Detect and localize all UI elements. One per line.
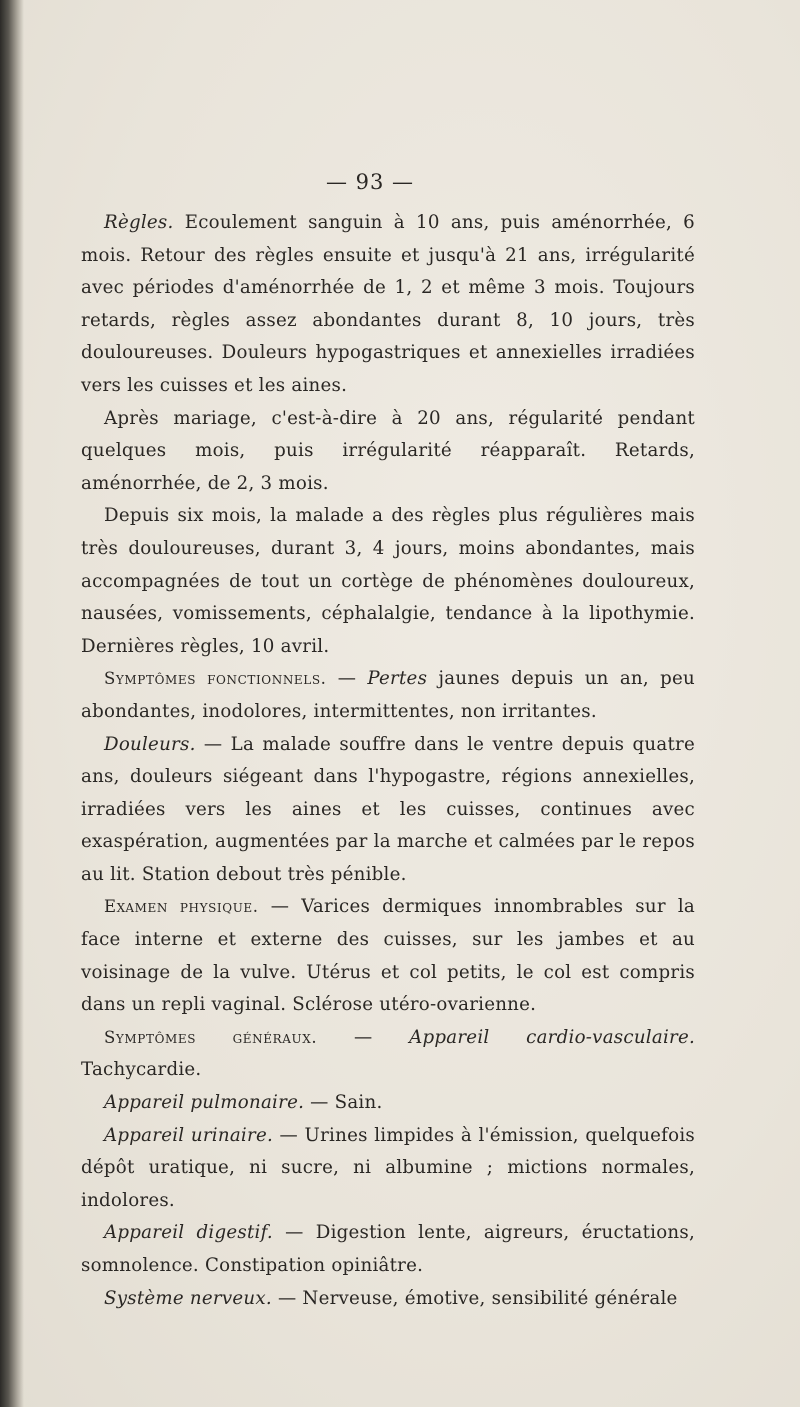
dash: — [317,1026,410,1048]
paragraph-symptomes-generaux [81,1022,695,1087]
page-number: — 93 — [325,170,415,194]
paragraph-systeme-nerveux [81,1283,695,1316]
paragraph-lead: Système nerveux. [104,1287,272,1309]
paragraph-text: Tachycardie. [81,1059,202,1081]
paragraph-lead: Appareil digestif. [104,1222,273,1244]
body-text [81,207,695,1315]
paragraph-text: — Sain. [304,1092,383,1114]
paragraph-lead: Douleurs. [104,733,196,755]
paragraph-text: — Digestion lente, aigreurs, éructations, somnolence. Constipation opiniâtre. [81,1222,695,1276]
paragraph-lead: Appareil pulmonaire. [104,1092,305,1114]
paragraph-symptomes-fonctionnels [81,663,695,728]
paragraph-lead: Appareil urinaire. [104,1124,273,1146]
section-heading: Symptômes généraux. [104,1027,318,1047]
paragraph-text: Depuis six mois, la malade a des règles plus régulières mais très douloureuses, durant 3, 4 jours, moins abondantes, mais accompagnées de tout un cortège de phénomènes douloureux, nausées, vomissements, céphalalgie, tendance à la lipothymie. Dernières règles, 10 avril. [81,505,695,657]
dash: — [326,668,368,690]
paragraph-regles [81,207,695,403]
paragraph-lead: Pertes [367,668,428,690]
paragraph-text: Après mariage, c'est-à-dire à 20 ans, régularité pendant quelques mois, puis irrégularité réapparaît. Retards, aménorrhée, de 2, 3 mois. [81,407,695,494]
paragraph-lead: Appareil cardio-vasculaire. [409,1026,695,1048]
paragraph-appareil-pulmonaire [81,1087,695,1120]
paragraph-text: — Varices dermiques innombrables sur la face interne et externe des cuisses, sur les jambes et au voisinage de la vulve. Utérus et col petits, le col est compris dans un repli vaginal. Sclérose utéro-ovarienne. [81,896,695,1016]
paragraph-text: — La malade souffre dans le ventre depuis quatre ans, douleurs siégeant dans l'hypogastre, régions annexielles, irradiées vers les aines et les cuisses, continues avec exaspération, augmentées par la marche et calmées par le repos au lit. Station debout très pénible. [81,733,695,885]
paragraph-douleurs [81,729,695,892]
paragraph-text: — Nerveuse, émotive, sensibilité générale [271,1287,678,1309]
paragraph-depuis-six-mois [81,500,695,663]
paragraph-appareil-urinaire [81,1120,695,1218]
section-heading: Examen physique. [104,897,259,917]
paragraph-text: — Urines limpides à l'émission, quelquefois dépôt uratique, ni sucre, ni albumine ; mictions normales, indolores. [81,1124,695,1211]
paragraph-apres-mariage [81,403,695,501]
paragraph-text: jaunes depuis un an, peu abondantes, inodolores, intermittentes, non irritantes. [81,668,695,722]
binding-edge [0,0,24,1407]
paragraph-text: Ecoulement sanguin à 10 ans, puis aménorrhée, 6 mois. Retour des règles ensuite et jusqu'à 21 ans, irrégularité avec périodes d'aménorrhée de 1, 2 et même 3 mois. Toujours retards, règles assez abondantes durant 8, 10 jours, très douloureuses. Douleurs hypogastriques et annexielles irradiées vers les cuisses et les aines. [81,212,695,396]
paragraph-appareil-digestif [81,1217,695,1282]
paragraph-lead: Règles. [104,212,174,233]
paragraph-examen-physique [81,891,695,1021]
section-heading: Symptômes fonctionnels. [104,669,327,689]
